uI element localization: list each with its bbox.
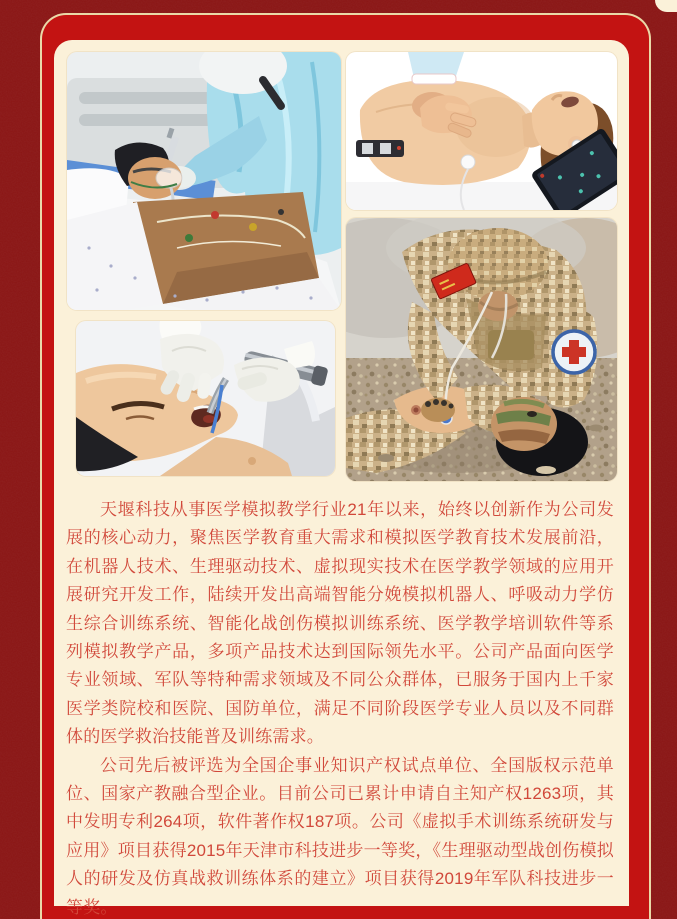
paragraph-company-honors: 公司先后被评选为全国企事业知识产权试点单位、全国版权示范单位、国家产教融合型企业。目前公司已累计申请自主知产权1263项，其中发明专利264项，软件著作权187项。公司《虚拟手术训练系统研发与应用》项目获得2015年天津市科技进步一等奖，《生理驱动型战创伤模拟人的研发及仿真战救训练体系的建立》项目获得2019年军队科技进步一等奖。	[66, 755, 614, 917]
paragraph-company-intro: 天堰科技从事医学模拟教学行业21年以来，始终以创新作为公司发展的核心动力，聚焦医学教育重大需求和模拟医学教育技术发展前沿，在机器人技术、生理驱动技术、虚拟现实技术在医学教学领域的应用开展研究开发工作，陆续开发出高端智能分娩模拟机器人、呼吸动力学仿生综合训练系统、智能化战创伤模拟训练系统、医学教学培训软件等系列模拟教学产品，多项产品技术达到国际领先水平。公司产品面向医学专业领域、军队等特种需求领域及不同公众群体，已服务于国内上千家医学类院校和医院、国防单位，满足不同阶段医学专业人员以及不同群体的医学救治技能普及训练需求。	[66, 500, 614, 747]
combat-medic-field-training-photo	[346, 218, 617, 481]
red-frame-panel	[40, 13, 651, 919]
article-body	[66, 496, 614, 919]
bedside-patient-simulator-photo	[67, 52, 341, 310]
content-card	[54, 40, 629, 917]
cpr-manikin-with-monitor-photo	[346, 52, 617, 210]
airway-intubation-manikin-photo	[76, 321, 335, 476]
